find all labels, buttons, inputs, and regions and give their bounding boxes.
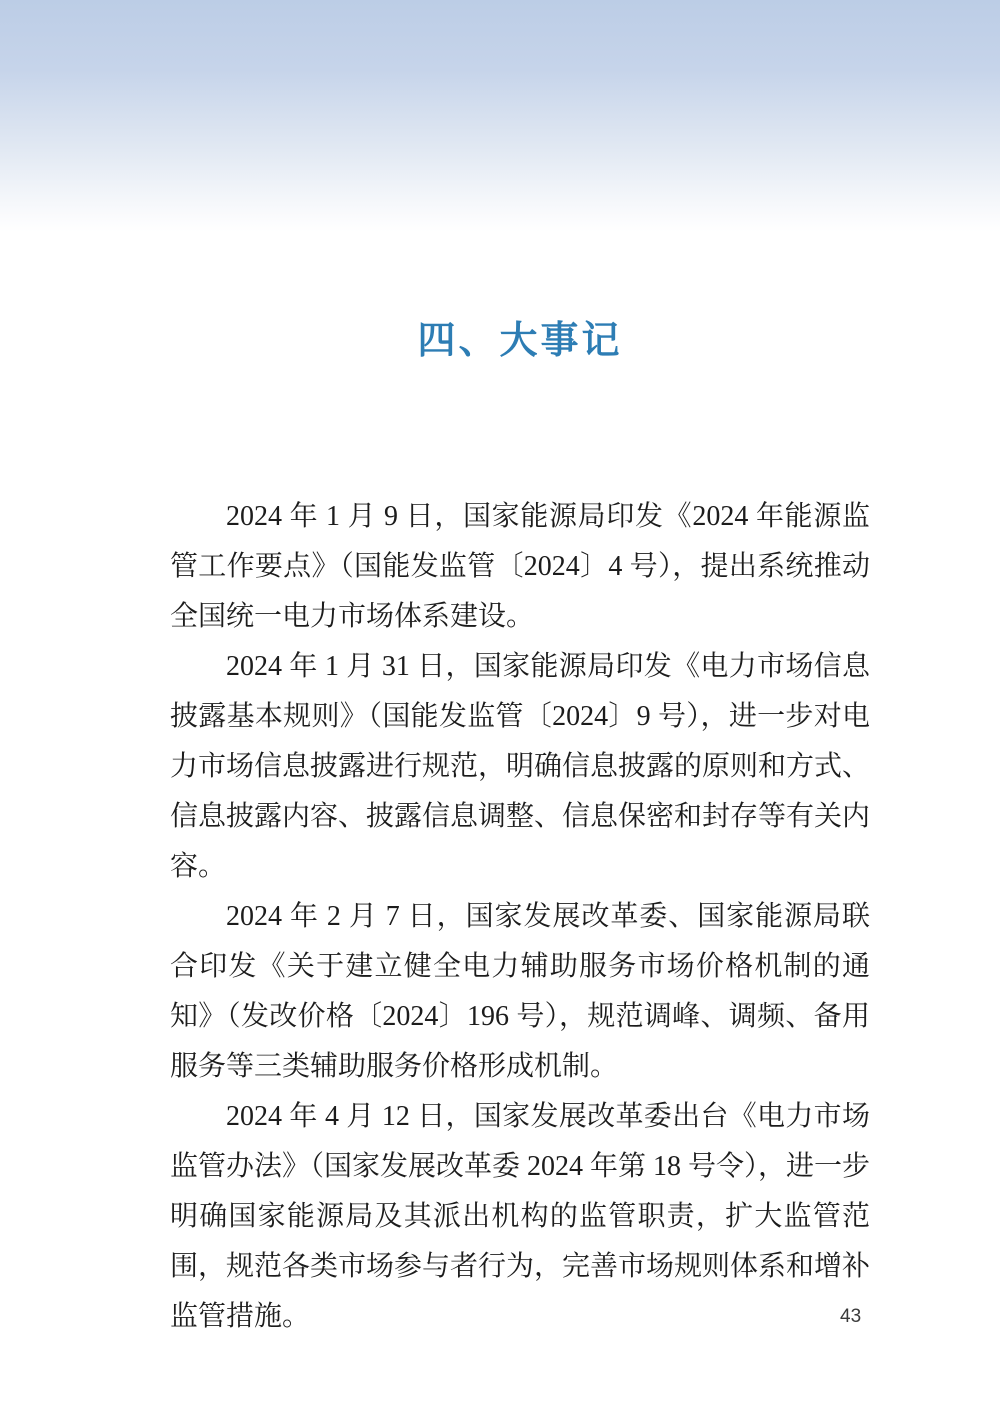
section-title: 四、大事记 xyxy=(417,320,623,362)
paragraph: 2024 年 2 月 7 日，国家发展改革委、国家能源局联合印发《关于建立健全电力辅助服务市场价格机制的通知》（发改价格〔2024〕196 号），规范调峰、调频、备用服务等三类辅助服务价格形成机制。 xyxy=(170,901,870,1082)
document-body xyxy=(170,492,870,1342)
paragraph: 2024 年 4 月 12 日，国家发展改革委出台《电力市场监管办法》（国家发展改革委 2024 年第 18 号令），进一步明确国家能源局及其派出机构的监管职责，扩大监管范围，规范各类市场参与者行为，完善市场规则体系和增补监管措施。 xyxy=(170,1101,871,1332)
page-number: 43 xyxy=(840,1306,862,1327)
paragraph: 2024 年 1 月 9 日，国家能源局印发《2024 年能源监管工作要点》（国能发监管〔2024〕4 号），提出系统推动全国统一电力市场体系建设。 xyxy=(170,501,870,632)
paragraph: 2024 年 1 月 31 日，国家能源局印发《电力市场信息披露基本规则》（国能发监管〔2024〕9 号），进一步对电力市场信息披露进行规范，明确信息披露的原则和方式、信息披露内容、披露信息调整、信息保密和封存等有关内容。 xyxy=(170,651,871,882)
page-header-gradient xyxy=(0,0,1000,232)
